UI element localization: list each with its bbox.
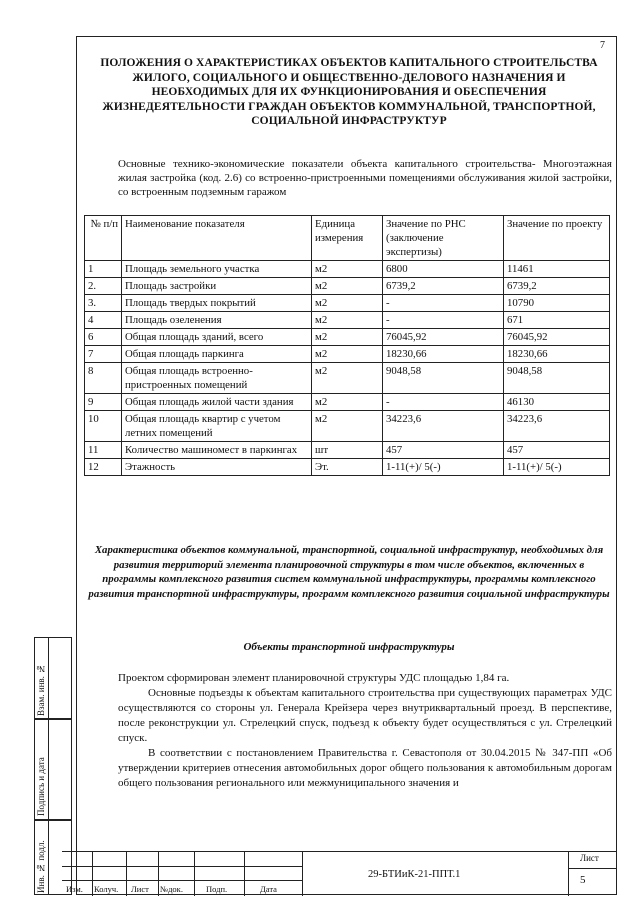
row-unit: м2 xyxy=(312,329,383,346)
stamp-label-ndok: №док. xyxy=(160,884,183,894)
row-num: 1 xyxy=(85,261,122,278)
row-num: 9 xyxy=(85,394,122,411)
row-value-project: 46130 xyxy=(504,394,610,411)
row-num: 4 xyxy=(85,312,122,329)
row-num: 11 xyxy=(85,442,122,459)
stamp-label-data: Дата xyxy=(260,884,277,894)
header-value-rns: Значение по РНС (заключение экспертизы) xyxy=(383,216,504,261)
row-name: Общая площадь паркинга xyxy=(122,346,312,363)
row-value-project: 1-11(+)/ 5(-) xyxy=(504,459,610,476)
row-value-rns: 34223,6 xyxy=(383,411,504,442)
row-value-rns: - xyxy=(383,394,504,411)
table-row xyxy=(85,329,610,346)
section-title: Характеристика объектов коммунальной, транспортной, социальной инфраструктур, необходимых для развития территорий элемента планировочной структуры в том числе объектов, включенных в программы комплексного развития систем коммунальной инфраструктуры, программы комплексного развития транспортной инфраструктуры, программ комплексного развития социальной инфраструктуры xyxy=(88,544,610,600)
row-name: Общая площадь зданий, всего xyxy=(122,329,312,346)
table-row xyxy=(85,442,610,459)
margin-stamp-podpis xyxy=(34,719,72,820)
header-unit: Единица измерения xyxy=(312,216,383,261)
table-body xyxy=(85,261,610,476)
row-value-rns: - xyxy=(383,312,504,329)
row-name: Количество машиномест в паркингах xyxy=(122,442,312,459)
row-name: Общая площадь жилой части здания xyxy=(122,394,312,411)
row-name: Этажность xyxy=(122,459,312,476)
row-value-project: 6739,2 xyxy=(504,278,610,295)
subsection-title: Объекты транспортной инфраструктуры xyxy=(243,641,455,653)
row-unit: шт xyxy=(312,442,383,459)
table-row xyxy=(85,312,610,329)
header-name: Наименование показателя xyxy=(122,216,312,261)
row-unit: м2 xyxy=(312,261,383,278)
header-value-project: Значение по проекту xyxy=(504,216,610,261)
row-unit: м2 xyxy=(312,278,383,295)
margin-label-podpis: Подпись и дата xyxy=(36,757,46,816)
table-row xyxy=(85,295,610,312)
row-value-rns: 6739,2 xyxy=(383,278,504,295)
row-num: 2. xyxy=(85,278,122,295)
table-row xyxy=(85,278,610,295)
row-value-rns: 76045,92 xyxy=(383,329,504,346)
sheet-label: Лист xyxy=(580,853,599,863)
header-num: № п/п xyxy=(85,216,122,261)
row-num: 8 xyxy=(85,363,122,394)
row-name: Общая площадь квартир с учетом летних помещений xyxy=(122,411,312,442)
row-value-project: 76045,92 xyxy=(504,329,610,346)
margin-stamp-vzam xyxy=(34,637,72,719)
row-value-rns: 6800 xyxy=(383,261,504,278)
row-name: Общая площадь встроенно-пристроенных помещений xyxy=(122,363,312,394)
row-unit: м2 xyxy=(312,394,383,411)
row-value-project: 11461 xyxy=(504,261,610,278)
row-value-project: 34223,6 xyxy=(504,411,610,442)
table-row xyxy=(85,363,610,394)
title-block xyxy=(62,851,617,896)
row-value-rns: 1-11(+)/ 5(-) xyxy=(383,459,504,476)
row-value-project: 10790 xyxy=(504,295,610,312)
row-name: Площадь земельного участка xyxy=(122,261,312,278)
table-row xyxy=(85,394,610,411)
intro-text xyxy=(118,157,612,199)
row-value-rns: 9048,58 xyxy=(383,363,504,394)
row-value-rns: 18230,66 xyxy=(383,346,504,363)
row-num: 12 xyxy=(85,459,122,476)
table-row xyxy=(85,459,610,476)
row-value-project: 671 xyxy=(504,312,610,329)
row-unit: м2 xyxy=(312,295,383,312)
row-value-rns: - xyxy=(383,295,504,312)
row-name: Площадь озеленения xyxy=(122,312,312,329)
row-num: 6 xyxy=(85,329,122,346)
body-text xyxy=(118,671,612,791)
margin-label-vzam: Взам. инв. № xyxy=(36,663,46,716)
stamp-label-podp: Подп. xyxy=(206,884,228,894)
table-row xyxy=(85,346,610,363)
row-unit: м2 xyxy=(312,411,383,442)
row-value-project: 457 xyxy=(504,442,610,459)
page-number: 7 xyxy=(600,40,605,51)
row-value-project: 9048,58 xyxy=(504,363,610,394)
intro-paragraph: Основные технико-экономические показатели объекта капитального строительства- Многоэтажная жилая застройка (код. 2.6) со встроенно-пристроенными помещениями обслуживания жилой застройки, со встроенным подземным гаражом xyxy=(118,158,612,198)
row-unit: Эт. xyxy=(312,459,383,476)
table-row xyxy=(85,261,610,278)
document-code: 29-БТИиК-21-ППТ.1 xyxy=(368,869,461,880)
sheet-number: 5 xyxy=(580,874,586,886)
row-value-rns: 457 xyxy=(383,442,504,459)
row-unit: м2 xyxy=(312,346,383,363)
stamp-label-izm: Изм. xyxy=(66,884,83,894)
row-name: Площадь твердых покрытий xyxy=(122,295,312,312)
row-num: 7 xyxy=(85,346,122,363)
document-title: ПОЛОЖЕНИЯ О ХАРАКТЕРИСТИКАХ ОБЪЕКТОВ КАПИТАЛЬНОГО СТРОИТЕЛЬСТВА ЖИЛОГО, СОЦИАЛЬНОГО И ОБЩЕСТВЕННО-ДЕЛОВОГО НАЗНАЧЕНИЯ И НЕОБХОДИМЫХ ДЛЯ ИХ ФУНКЦИОНИРОВАНИЯ И ОБЕСПЕЧЕНИЯ ЖИЗНЕДЕЯТЕЛЬНОСТИ ГРАЖДАН ОБЪЕКТОВ КОММУНАЛЬНОЙ, ТРАНСПОРТНОЙ, СОЦИАЛЬНОЙ ИНФРАСТРУКТУР xyxy=(100,57,598,127)
paragraph-3: В соответствии с постановлением Правительства г. Севастополя от 30.04.2015 № 347-ПП «Об утверждении критериев отнесения автомобильных дорог общего пользования к автомобильным дорогам общего пользования регионального или межмуниципального значения и xyxy=(118,747,612,789)
indicators-table xyxy=(84,215,610,476)
table-row xyxy=(85,411,610,442)
row-unit: м2 xyxy=(312,312,383,329)
table-header-row xyxy=(85,216,610,261)
paragraph-2: Основные подъезды к объектам капитального строительства при существующих параметрах УДС осуществляются со стороны ул. Генерала Крейзера через внутриквартальный проезд. В перспективе, после реконструкции ул. Стрелецкий спуск, подъезд к объекту будет осуществляться с ул. Стрелецкий спуск. xyxy=(118,687,612,744)
row-num: 3. xyxy=(85,295,122,312)
stamp-label-list: Лист xyxy=(131,884,149,894)
row-num: 10 xyxy=(85,411,122,442)
row-value-project: 18230,66 xyxy=(504,346,610,363)
margin-label-inv: Инв. № подл. xyxy=(36,840,46,893)
row-name: Площадь застройки xyxy=(122,278,312,295)
stamp-label-koluch: Колуч. xyxy=(94,884,119,894)
row-unit: м2 xyxy=(312,363,383,394)
paragraph-1: Проектом сформирован элемент планировочной структуры УДС площадью 1,84 га. xyxy=(118,672,510,684)
